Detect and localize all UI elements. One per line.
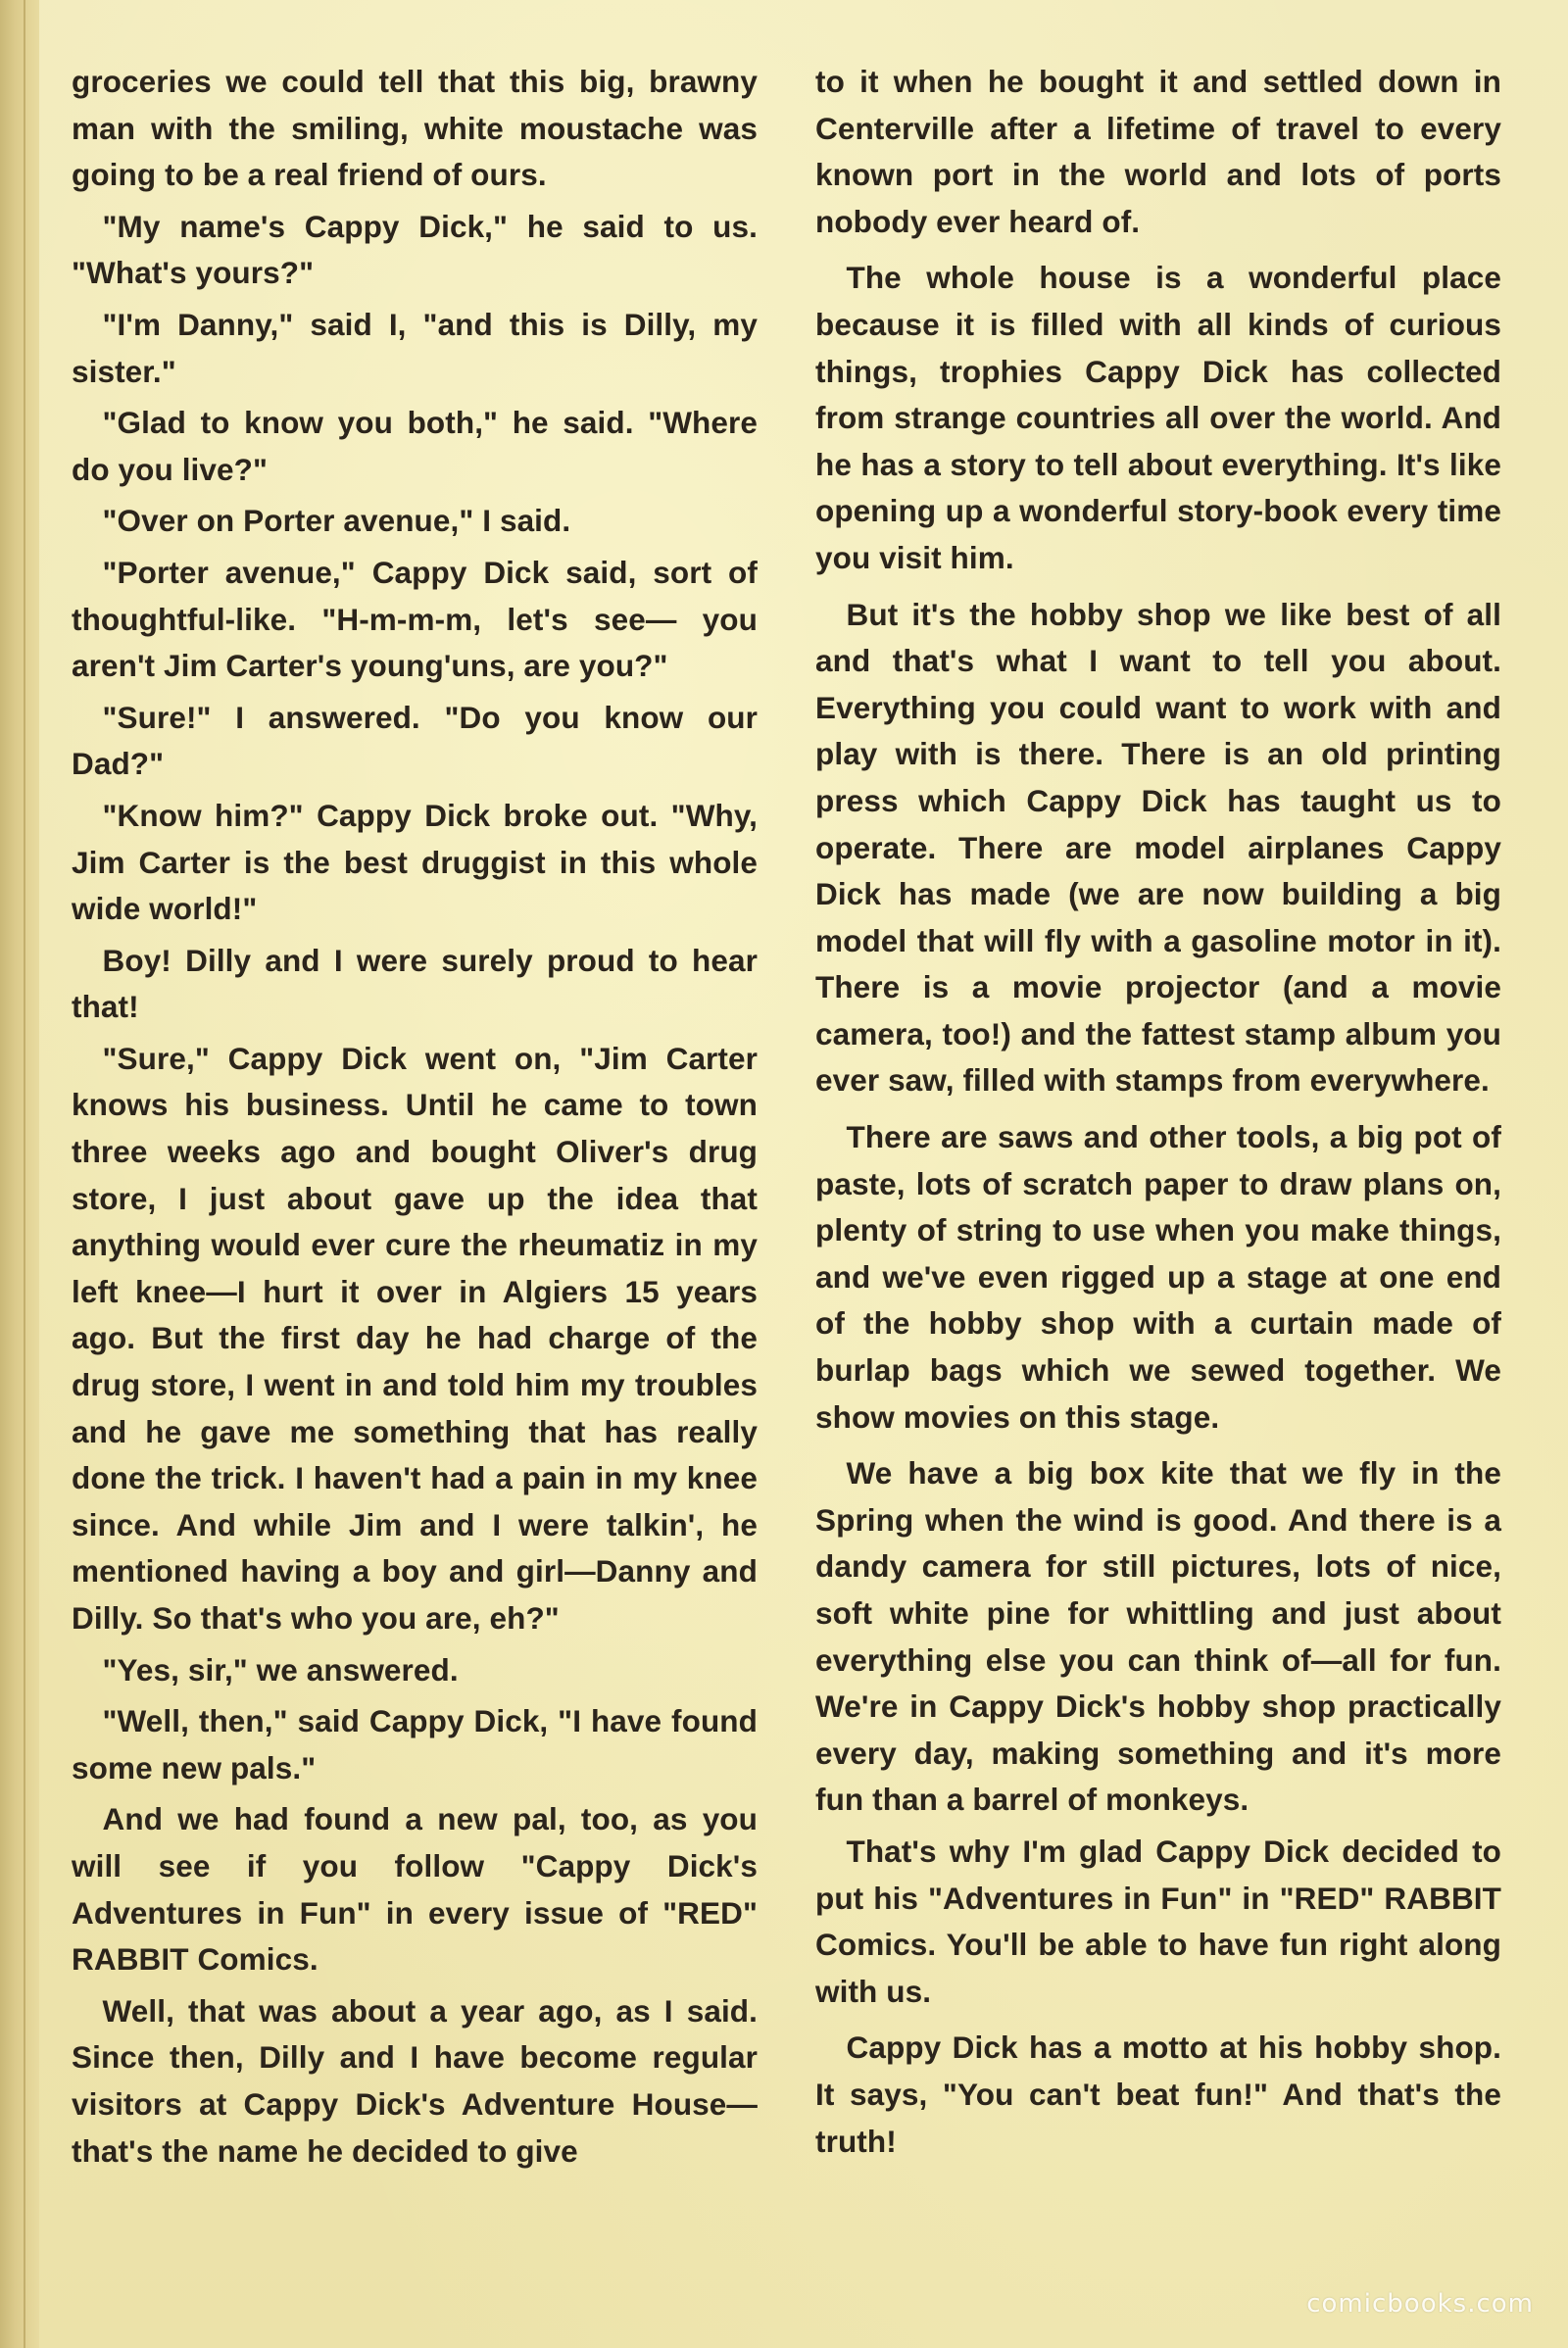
paragraph: to it when he bought it and settled down in Centerville after a lifetime of travel to every known port in the world and lots of ports nobody ever heard of. bbox=[815, 64, 1501, 239]
right-text-column bbox=[815, 59, 1501, 2165]
paragraph: "Glad to know you both," he said. "Where do you live?" bbox=[72, 405, 758, 487]
paragraph: And we had found a new pal, too, as you will see if you follow "Cappy Dick's Adventures in Fun" in every issue of "RED" RABBIT Comics. bbox=[72, 1801, 758, 1978]
page-binding-edge bbox=[0, 0, 39, 2348]
paragraph: Cappy Dick has a motto at his hobby shop. It says, "You can't beat fun!" And that's the truth! bbox=[815, 2030, 1501, 2159]
paragraph: "Over on Porter avenue," I said. bbox=[102, 503, 571, 539]
paragraph: The whole house is a wonderful place because it is filled with all kinds of curious things, trophies Cappy Dick has collected from strange countries all over the world. And he has a story to tell about everything. It's like opening up a wonderful story-book every time you visit him. bbox=[815, 260, 1501, 575]
paragraph: "Well, then," said Cappy Dick, "I have found some new pals." bbox=[72, 1703, 758, 1785]
paragraph: That's why I'm glad Cappy Dick decided to put his "Adventures in Fun" in "RED" RABBIT Comics. You'll be able to have fun right along with us. bbox=[815, 1833, 1501, 2009]
site-watermark: comicbooks.com bbox=[1306, 2289, 1534, 2319]
paragraph: We have a big box kite that we fly in the Spring when the wind is good. And there is a dandy camera for still pictures, lots of nice, soft white pine for whittling and just about everything else you can think of—all for fun. We're in Cappy Dick's hobby shop practically every day, making something and it's more fun than a barrel of monkeys. bbox=[815, 1455, 1501, 1818]
paragraph: "Yes, sir," we answered. bbox=[102, 1651, 459, 1688]
paragraph: Well, that was about a year ago, as I said. Since then, Dilly and I have become regular visitors at Cappy Dick's Adventure House—that's the name he decided to give bbox=[72, 1992, 758, 2169]
paragraph: "My name's Cappy Dick," he said to us. "What's yours?" bbox=[72, 208, 758, 291]
paragraph: "Sure," Cappy Dick went on, "Jim Carter knows his business. Until he came to town three weeks ago and bought Oliver's drug store, I just about gave up the idea that anything would ever cure the rheumatiz in my left knee—I hurt it over in Algiers 15 years ago. But the first day he had charge of the drug store, I went in and told him my troubles and he gave me something that has really done the trick. I haven't had a pain in my knee since. And while Jim and I were talkin', he mentioned having a boy and girl—Danny and Dilly. So that's who you are, eh?" bbox=[72, 1040, 758, 1636]
left-text-column bbox=[72, 59, 758, 2175]
paragraph: "Know him?" Cappy Dick broke out. "Why, Jim Carter is the best druggist in this whole wide world!" bbox=[72, 797, 758, 927]
paragraph: groceries we could tell that this big, brawny man with the smiling, white moustache was going to be a real friend of ours. bbox=[72, 64, 758, 193]
binding-fold-line bbox=[24, 0, 25, 2348]
paragraph: Boy! Dilly and I were surely proud to hear that! bbox=[72, 942, 758, 1025]
paragraph: There are saws and other tools, a big pot of paste, lots of scratch paper to draw plans on, plenty of string to use when you make things, and we've even rigged up a stage at one end of the hobby shop with a curtain made of burlap bags which we sewed together. We show movies on this stage. bbox=[815, 1119, 1501, 1435]
paragraph: "I'm Danny," said I, "and this is Dilly, my sister." bbox=[72, 306, 758, 389]
paragraph: But it's the hobby shop we like best of all and that's what I want to tell you about. Everything you could want to work with and play with is there. There is an old printing press which Cappy Dick has taught us to operate. There are model airplanes Cappy Dick has made (we are now building a big model that will fly with a gasoline motor in it). There is a movie projector (and a movie camera, too!) and the fattest stamp album you ever saw, filled with stamps from everywhere. bbox=[815, 596, 1501, 1099]
paragraph: "Porter avenue," Cappy Dick said, sort of thoughtful-like. "H-m-m-m, let's see— you aren't Jim Carter's young'uns, are you?" bbox=[72, 554, 758, 684]
paragraph: "Sure!" I answered. "Do you know our Dad?" bbox=[72, 699, 758, 782]
